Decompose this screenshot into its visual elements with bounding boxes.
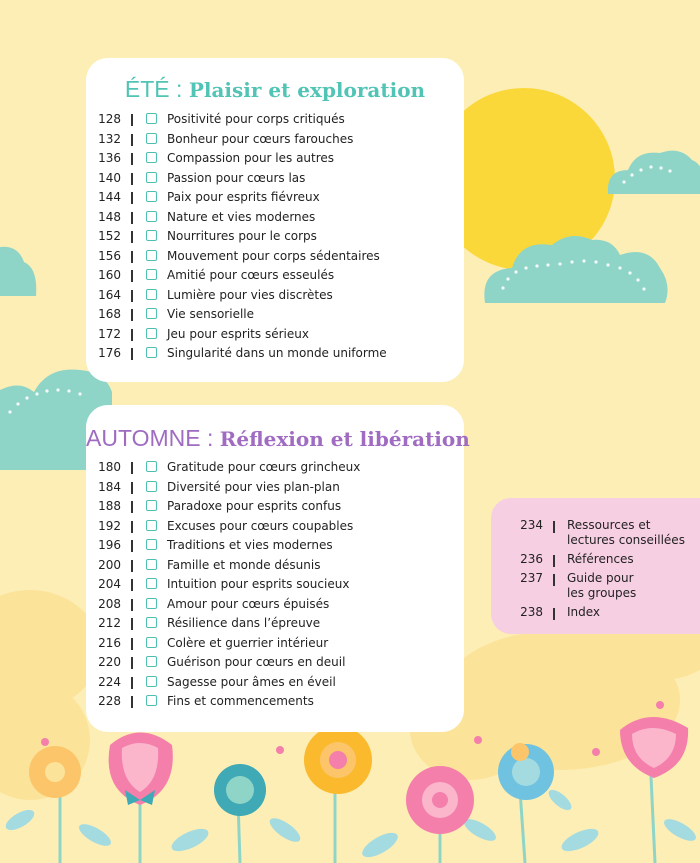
page-number: 192 xyxy=(98,518,121,533)
toc-entry xyxy=(86,653,464,673)
checkbox[interactable] xyxy=(146,328,157,339)
chapter-title: Nourritures pour le corps xyxy=(167,229,317,243)
appendix-title-line: Guide pour xyxy=(567,571,634,585)
page-number: 176 xyxy=(98,346,121,360)
page-number: 168 xyxy=(98,307,121,321)
separator-bar xyxy=(131,329,133,341)
checkbox[interactable] xyxy=(146,308,157,319)
checkbox[interactable] xyxy=(146,617,157,628)
page-number: 220 xyxy=(98,655,121,669)
toc-entry xyxy=(86,595,464,615)
summer-subtitle: Plaisir et exploration xyxy=(188,78,426,102)
separator-bar xyxy=(131,309,133,321)
separator-bar xyxy=(553,608,555,620)
toc-entry xyxy=(86,497,464,517)
separator-bar xyxy=(131,212,133,224)
checkbox[interactable] xyxy=(146,598,157,609)
summer-season-label: ÉTÉ xyxy=(124,76,170,102)
separator-bar xyxy=(131,348,133,360)
toc-entry xyxy=(86,344,464,364)
toc-entry xyxy=(86,556,464,576)
checkbox[interactable] xyxy=(146,250,157,261)
toc-entry xyxy=(86,614,464,634)
appendix-title-line: Ressources et xyxy=(567,518,651,532)
page-number: 236 xyxy=(520,552,543,566)
checkbox[interactable] xyxy=(146,347,157,358)
separator-bar xyxy=(131,153,133,165)
summer-section-card xyxy=(86,58,464,382)
toc-entry xyxy=(86,227,464,247)
autumn-toc-list xyxy=(86,458,464,712)
checkbox[interactable] xyxy=(146,113,157,124)
checkbox[interactable] xyxy=(146,461,157,472)
checkbox[interactable] xyxy=(146,481,157,492)
separator-bar xyxy=(131,173,133,185)
separator-bar xyxy=(131,270,133,282)
toc-entry xyxy=(86,517,464,537)
toc-entry xyxy=(86,325,464,345)
page-number: 212 xyxy=(98,616,121,630)
page-number: 234 xyxy=(520,518,543,532)
checkbox[interactable] xyxy=(146,191,157,202)
checkbox[interactable] xyxy=(146,289,157,300)
summer-section-heading xyxy=(86,76,464,103)
separator-bar xyxy=(131,599,133,611)
checkbox[interactable] xyxy=(146,152,157,163)
separator-bar xyxy=(131,290,133,302)
checkbox[interactable] xyxy=(146,172,157,183)
appendix-title-line: les groupes xyxy=(567,586,637,600)
page-number: 128 xyxy=(98,112,121,126)
page-number: 148 xyxy=(98,209,121,224)
checkbox[interactable] xyxy=(146,676,157,687)
chapter-title: Sagesse pour âmes en éveil xyxy=(167,674,336,689)
autumn-subtitle: Réflexion et libération xyxy=(219,427,470,451)
appendix-title-line: lectures conseillées xyxy=(567,533,685,547)
toc-entry xyxy=(86,247,464,267)
page-number: 184 xyxy=(98,479,121,494)
chapter-title: Amitié pour cœurs esseulés xyxy=(167,268,335,282)
cloud-icon xyxy=(608,151,700,194)
chapter-title: Résilience dans l’épreuve xyxy=(167,616,321,630)
checkbox[interactable] xyxy=(146,578,157,589)
page-number: 160 xyxy=(98,268,121,282)
chapter-title: Positivité pour corps critiqués xyxy=(167,112,345,126)
page-number: 200 xyxy=(98,557,121,572)
separator-bar xyxy=(131,579,133,591)
toc-entry xyxy=(86,478,464,498)
page-number: 228 xyxy=(98,694,121,708)
separator-bar xyxy=(131,638,133,650)
page-number: 216 xyxy=(98,635,121,650)
chapter-title: Nature et vies modernes xyxy=(167,209,316,224)
toc-entry xyxy=(86,188,464,208)
separator-bar xyxy=(131,696,133,708)
summer-toc-list xyxy=(86,110,464,364)
page-number: 180 xyxy=(98,460,121,474)
appendix-title xyxy=(567,571,697,601)
separator-bar xyxy=(553,521,555,533)
chapter-title: Bonheur pour cœurs farouches xyxy=(167,131,354,146)
separator-bar xyxy=(131,231,133,243)
page-number: 152 xyxy=(98,229,121,243)
checkbox[interactable] xyxy=(146,656,157,667)
separator-bar xyxy=(131,134,133,146)
page-number: 172 xyxy=(98,326,121,341)
heading-separator: : xyxy=(169,76,189,102)
heading-separator: : xyxy=(200,425,220,451)
chapter-title: Compassion pour les autres xyxy=(167,151,335,165)
toc-entry xyxy=(86,169,464,189)
checkbox[interactable] xyxy=(146,520,157,531)
chapter-title: Mouvement pour corps sédentaires xyxy=(167,248,380,263)
appendix-title xyxy=(567,518,697,548)
chapter-title: Traditions et vies modernes xyxy=(167,538,333,552)
appendix-title xyxy=(567,552,697,567)
toc-entry xyxy=(86,305,464,325)
chapter-title: Colère et guerrier intérieur xyxy=(167,635,329,650)
chapter-title: Gratitude pour cœurs grincheux xyxy=(167,460,361,474)
checkbox[interactable] xyxy=(146,133,157,144)
toc-entry xyxy=(86,208,464,228)
page-number: 237 xyxy=(520,571,543,585)
separator-bar xyxy=(553,555,555,567)
page-number: 144 xyxy=(98,190,121,204)
separator-bar xyxy=(131,482,133,494)
checkbox[interactable] xyxy=(146,637,157,648)
chapter-title: Paix pour esprits fiévreux xyxy=(167,190,320,204)
flower-icon xyxy=(109,733,173,806)
toc-entry xyxy=(86,458,464,478)
appendix-title-line: Références xyxy=(567,552,634,566)
checkbox[interactable] xyxy=(146,500,157,511)
flower-icon xyxy=(214,764,266,816)
toc-entry xyxy=(86,634,464,654)
chapter-title: Singularité dans un monde uniforme xyxy=(167,346,387,360)
page-number: 140 xyxy=(98,170,121,185)
separator-bar xyxy=(553,574,555,586)
checkbox[interactable] xyxy=(146,211,157,222)
toc-entry xyxy=(86,673,464,693)
page-number: 224 xyxy=(98,674,121,689)
autumn-season-label: AUTOMNE xyxy=(86,425,201,451)
separator-bar xyxy=(131,114,133,126)
chapter-title: Intuition pour esprits soucieux xyxy=(167,577,350,591)
page-number: 136 xyxy=(98,151,121,165)
cloud-icon xyxy=(0,247,36,296)
toc-entry xyxy=(86,149,464,169)
chapter-title: Passion pour cœurs las xyxy=(167,170,306,185)
separator-bar xyxy=(131,251,133,263)
chapter-title: Vie sensorielle xyxy=(167,307,255,321)
separator-bar xyxy=(131,657,133,669)
appendix-title-line: Index xyxy=(567,605,601,619)
autumn-section-heading xyxy=(86,425,470,452)
chapter-title: Guérison pour cœurs en deuil xyxy=(167,655,346,669)
chapter-title: Famille et monde désunis xyxy=(167,557,321,572)
separator-bar xyxy=(131,560,133,572)
toc-entry xyxy=(86,536,464,556)
chapter-title: Amour pour cœurs épuisés xyxy=(167,596,330,611)
separator-bar xyxy=(131,462,133,474)
appendix-box xyxy=(491,498,700,634)
page-number: 156 xyxy=(98,248,121,263)
page-number: 164 xyxy=(98,287,121,302)
toc-entry xyxy=(86,130,464,150)
page-number: 238 xyxy=(520,605,543,619)
chapter-title: Excuses pour cœurs coupables xyxy=(167,518,354,533)
toc-entry xyxy=(86,575,464,595)
separator-bar xyxy=(131,618,133,630)
flower-icon xyxy=(620,717,688,778)
flower-icon xyxy=(29,746,81,798)
checkbox[interactable] xyxy=(146,539,157,550)
checkbox[interactable] xyxy=(146,695,157,706)
checkbox[interactable] xyxy=(146,230,157,241)
chapter-title: Diversité pour vies plan-plan xyxy=(167,479,340,494)
separator-bar xyxy=(131,540,133,552)
separator-bar xyxy=(131,677,133,689)
page-number: 204 xyxy=(98,577,121,591)
toc-entry xyxy=(86,110,464,130)
checkbox[interactable] xyxy=(146,559,157,570)
separator-bar xyxy=(131,521,133,533)
page-number: 188 xyxy=(98,499,121,513)
separator-bar xyxy=(131,192,133,204)
checkbox[interactable] xyxy=(146,269,157,280)
chapter-title: Fins et commencements xyxy=(167,694,314,708)
flower-icon xyxy=(406,766,474,834)
toc-entry xyxy=(86,266,464,286)
toc-entry xyxy=(86,692,464,712)
chapter-title: Jeu pour esprits sérieux xyxy=(167,326,309,341)
toc-entry xyxy=(86,286,464,306)
page-number: 132 xyxy=(98,131,121,146)
appendix-title xyxy=(567,605,697,620)
chapter-title: Lumière pour vies discrètes xyxy=(167,287,333,302)
autumn-section-card xyxy=(86,405,470,732)
page-number: 208 xyxy=(98,596,121,611)
separator-bar xyxy=(131,501,133,513)
page-number: 196 xyxy=(98,538,121,552)
flower-icon xyxy=(304,726,372,794)
chapter-title: Paradoxe pour esprits confus xyxy=(167,499,342,513)
